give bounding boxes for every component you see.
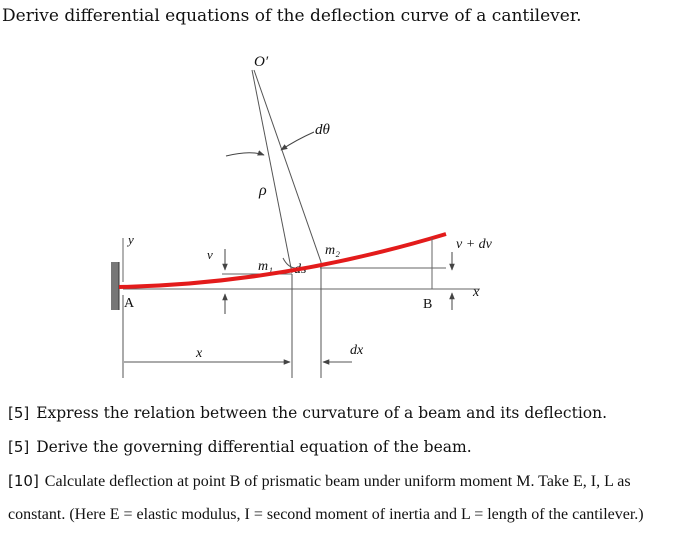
- x-axis-label: x: [473, 285, 480, 300]
- part-3-text: Calculate deflection at point B of prismatic beam under uniform moment M. Take E, I, L as: [44, 473, 631, 490]
- v-plus-dv-label: v + dv: [456, 237, 492, 252]
- question-part-1: [8, 404, 607, 422]
- d-theta-arc: [226, 153, 264, 156]
- point-a-label: A: [124, 296, 135, 311]
- part-3-text-continued: constant. (Here E = elastic modulus, I = second moment of inertia and L = length of the cantilever.): [8, 506, 644, 523]
- part-3-marks: [10]: [8, 472, 39, 490]
- d-theta-label: dθ: [315, 122, 330, 138]
- question-part-3-continued: [8, 506, 644, 524]
- part-1-text: Express the relation between the curvature of a beam and its deflection.: [36, 404, 608, 422]
- radius-line-1: [252, 70, 292, 273]
- part-2-marks: [5]: [8, 438, 30, 456]
- o-prime-label: O′: [254, 54, 269, 70]
- part-2-text: Derive the governing differential equation of the beam.: [36, 438, 472, 456]
- point-b-label: B: [423, 297, 433, 312]
- m2-label: m₂: [325, 243, 340, 258]
- rho-label: ρ: [259, 182, 267, 199]
- question-part-2: [8, 438, 472, 456]
- dx-label: dx: [350, 343, 364, 358]
- question-title: Derive differential equations of the deflection curve of a cantilever.: [2, 6, 582, 26]
- deflected-beam: [119, 234, 446, 287]
- question-part-3: [8, 472, 631, 491]
- radius-line-2: [254, 70, 321, 262]
- part-1-marks: [5]: [8, 404, 30, 422]
- ds-label: ds: [294, 262, 307, 277]
- m1-label: m₁: [258, 259, 273, 274]
- x-dim-label: x: [196, 346, 203, 361]
- v-label: v: [207, 247, 213, 262]
- y-axis-label: y: [128, 232, 134, 247]
- fixed-support: [111, 262, 119, 310]
